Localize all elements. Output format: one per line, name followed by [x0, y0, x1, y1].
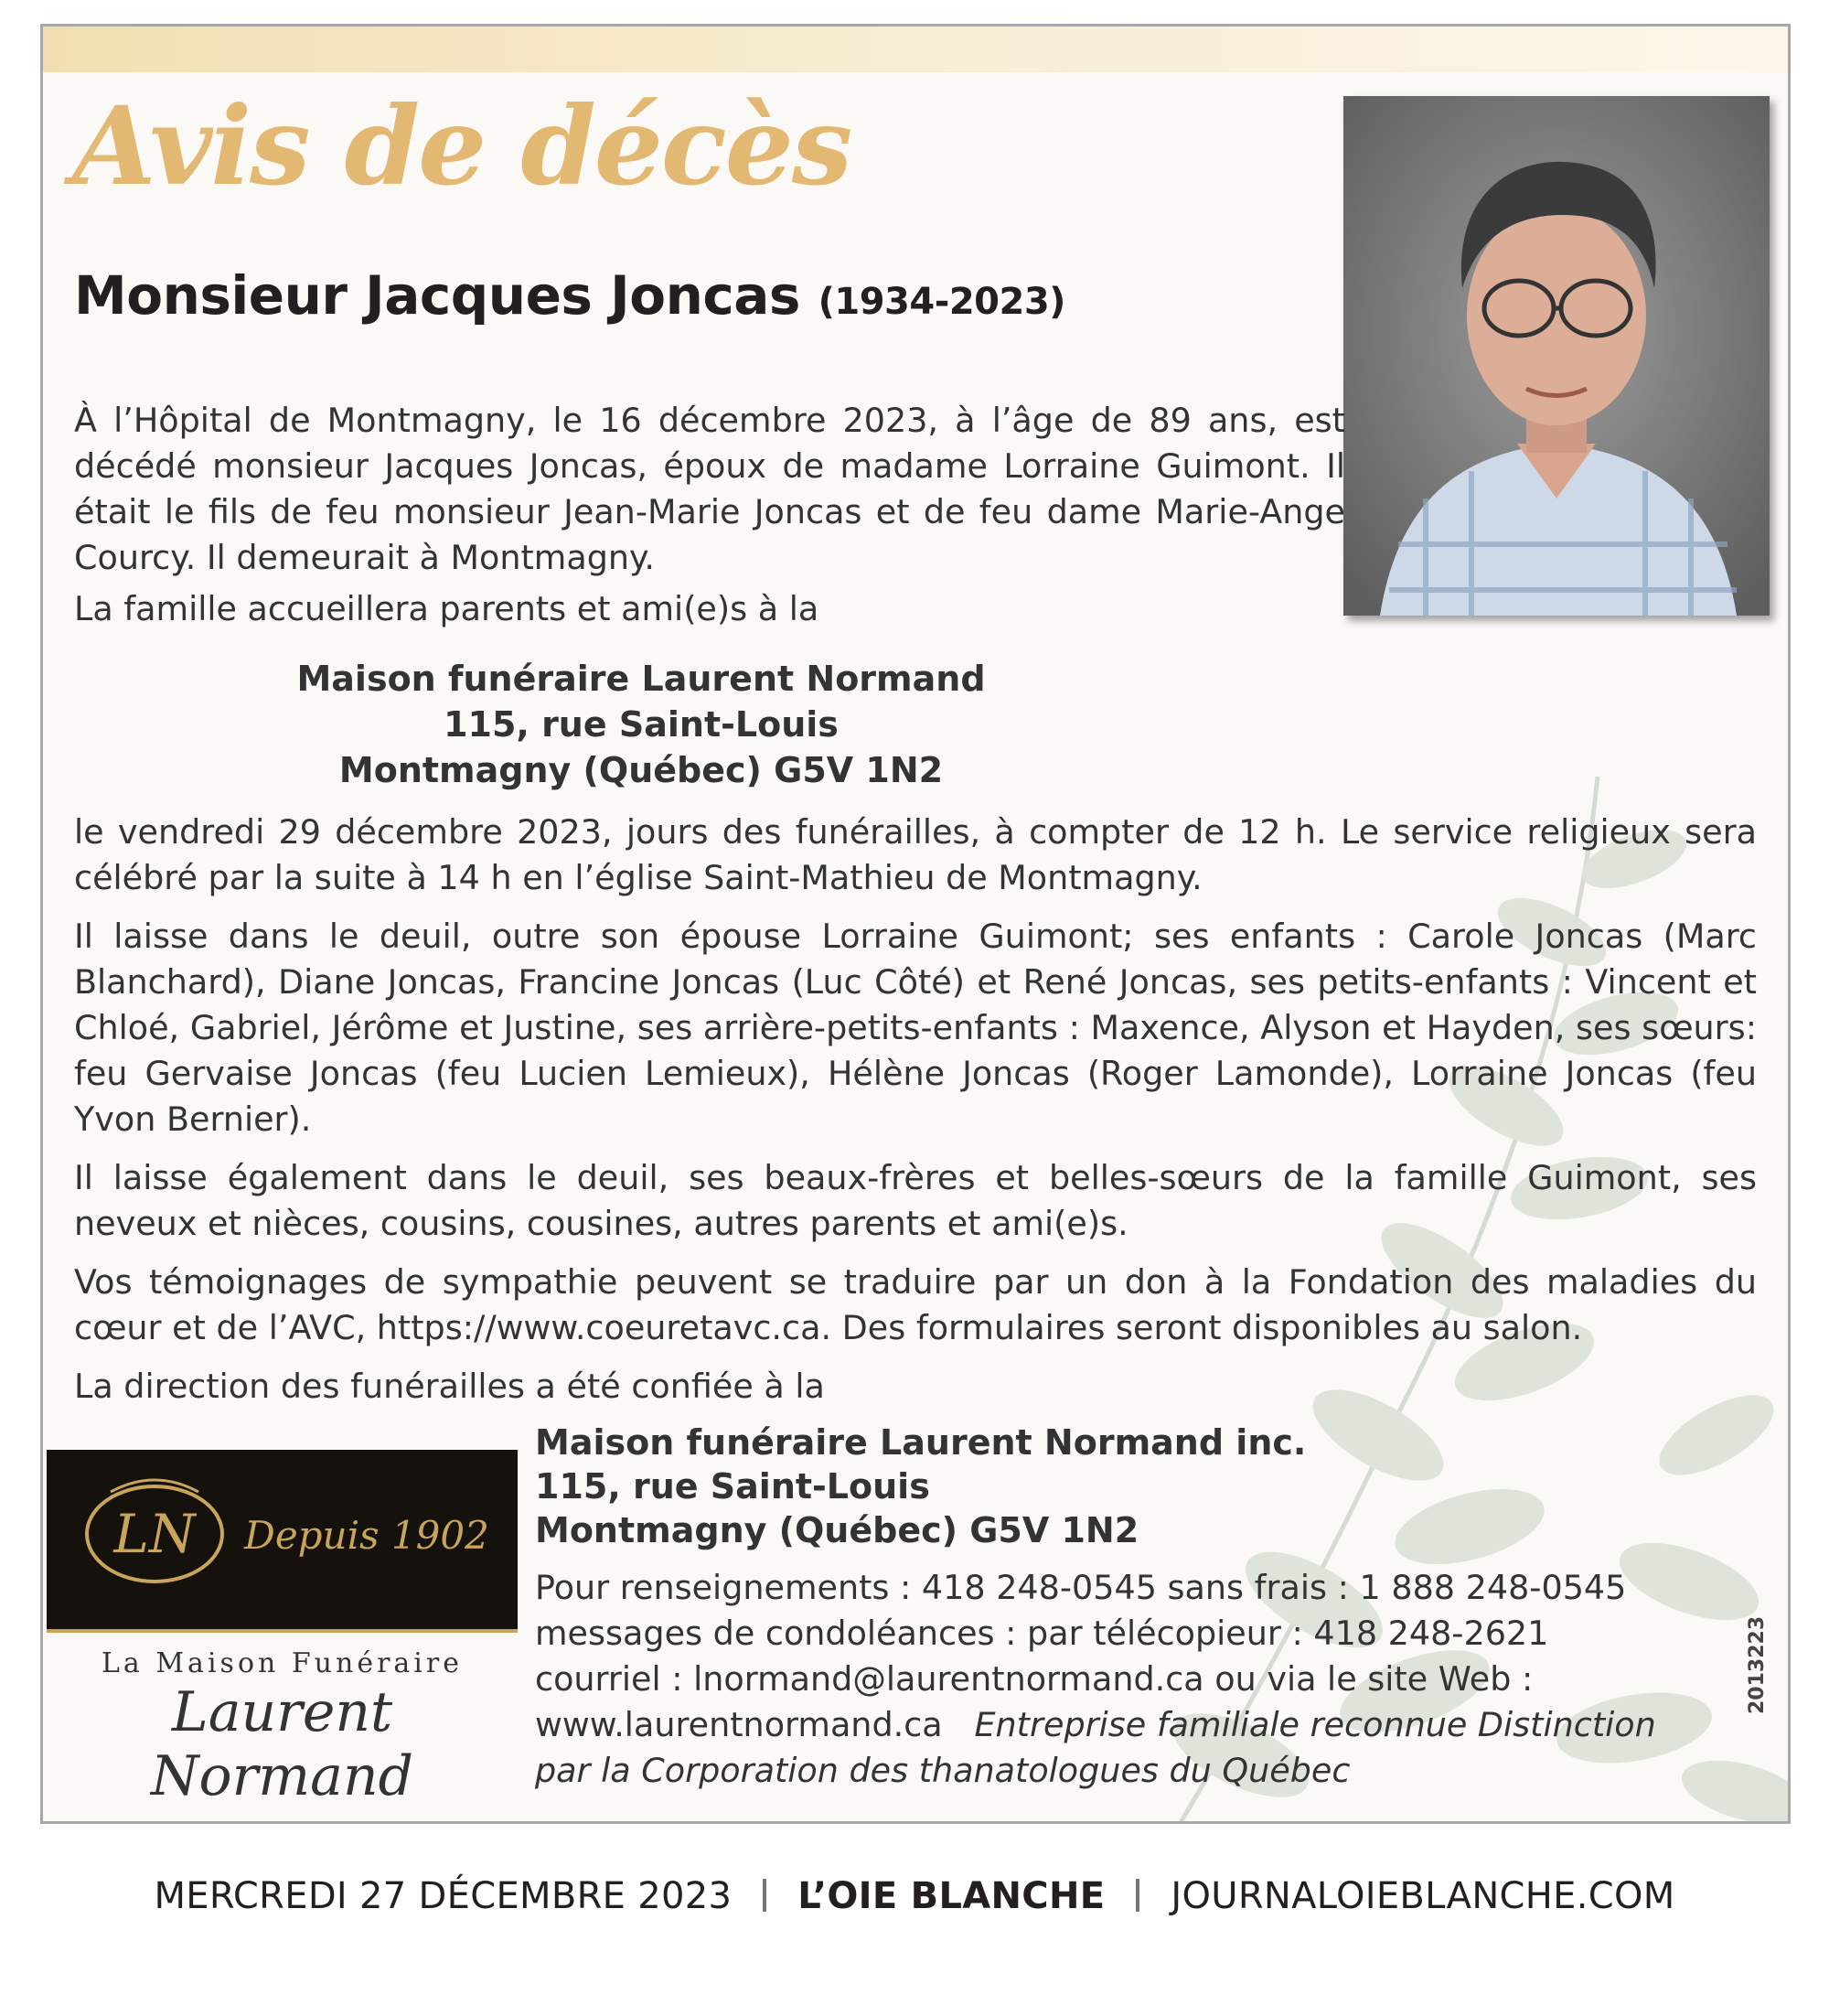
- footer-separator: [1136, 1879, 1139, 1912]
- footer-separator: [763, 1879, 766, 1912]
- deceased-years: (1934-2023): [818, 281, 1065, 323]
- distinction-part1: Entreprise familiale reconnue Distinction: [974, 1705, 1656, 1744]
- donation-paragraph: Vos témoignages de sympathie peuvent se traduire par un don à la Fondation des maladies du cœur et de l’AVC, https://www.coeuretavc.ca. Des formulaires seront disponibles au salon.: [74, 1262, 1757, 1347]
- newspaper-footer: [0, 1875, 1829, 1917]
- logo-caption: La Maison Funéraire: [102, 1647, 463, 1679]
- venue-name: Maison funéraire Laurent Normand: [296, 659, 986, 699]
- deceased-name: [74, 264, 1065, 327]
- notice-title: Avis de décès: [72, 82, 851, 209]
- deceased-name-text: Monsieur Jacques Joncas: [74, 264, 800, 327]
- footer-date: MERCREDI 27 DÉCEMBRE 2023: [154, 1875, 733, 1917]
- service-paragraph: le vendredi 29 décembre 2023, jours des funérailles, à compter de 12 h. Le service religieux sera célébré par la suite à 14 h en l’église Saint-Mathieu de Montmagny.: [74, 812, 1757, 897]
- funeral-home-address: [535, 1421, 1306, 1552]
- logo-name: Laurent Normand: [150, 1680, 414, 1808]
- funeral-home-contact: [535, 1565, 1779, 1794]
- info-phone: Pour renseignements : 418 248-0545 sans frais : 1 888 248-0545: [535, 1568, 1627, 1607]
- ad-reference-code: 2013223: [1746, 1615, 1769, 1714]
- footer-publication: L’OIE BLANCHE: [797, 1875, 1106, 1917]
- funeral-home-name: Maison funéraire Laurent Normand inc.: [535, 1422, 1307, 1463]
- website-link[interactable]: www.laurentnormand.ca: [535, 1705, 943, 1744]
- portrait-photo: [1343, 96, 1770, 616]
- footer-website[interactable]: JOURNALOIEBLANCHE.COM: [1171, 1875, 1675, 1917]
- survivors-paragraph: Il laisse dans le deuil, outre son épouse Lorraine Guimont; ses enfants : Carole Joncas (Marc Blanchard), Diane Joncas, Francine Joncas (Luc Côté) et René Joncas, ses petits-enfants : Vincent et Chloé, Gabriel, Jérôme et Justine, ses arrière-petits-enfants : Maxence, Alyson et Hayden, ses sœurs: feu Gervaise Joncas (feu Lucien Lemieux), Hélène Joncas (Roger Lamonde), Lorraine Joncas (feu Yvon Bernier).: [74, 917, 1757, 1139]
- funeral-home-street: 115, rue Saint-Louis: [535, 1466, 930, 1507]
- funeral-home-logo: [47, 1450, 518, 1808]
- venue-city: Montmagny (Québec) G5V 1N2: [338, 750, 944, 790]
- obituary-card: [40, 24, 1791, 1824]
- visitation-venue: [74, 656, 1208, 793]
- death-paragraph: À l’Hôpital de Montmagny, le 16 décembre 2023, à l’âge de 89 ans, est décédé monsieur Jacques Joncas, époux de madame Lorraine Guimont. Il était le fils de feu monsieur Jean-Marie Joncas et de feu dame Marie-Ange Courcy. Il demeurait à Montmagny.: [74, 401, 1345, 577]
- info-condolences: messages de condoléances : par télécopieur : 418 248-2621: [535, 1614, 1549, 1653]
- distinction-part2: par la Corporation des thanatologues du Québec: [535, 1751, 1351, 1790]
- visitation-intro: La famille accueillera parents et ami(e)s à la: [74, 589, 819, 628]
- logo-monogram: LN: [113, 1503, 196, 1565]
- funeral-home-city: Montmagny (Québec) G5V 1N2: [535, 1510, 1139, 1550]
- info-website-line: [535, 1702, 1779, 1748]
- extended-family-paragraph: Il laisse également dans le deuil, ses beaux-frères et belles-sœurs de la famille Guimont, ses neveux et nièces, cousins, cousines, autres parents et ami(e)s.: [74, 1158, 1757, 1243]
- logo-black-panel: [47, 1450, 518, 1633]
- top-gold-band: [43, 27, 1788, 72]
- info-email: courriel : lnormand@laurentnormand.ca ou via le site Web :: [535, 1659, 1534, 1699]
- direction-paragraph: La direction des funérailles a été confiée à la: [74, 1367, 825, 1406]
- venue-street: 115, rue Saint-Louis: [444, 704, 839, 745]
- logo-since: Depuis 1902: [244, 1513, 489, 1558]
